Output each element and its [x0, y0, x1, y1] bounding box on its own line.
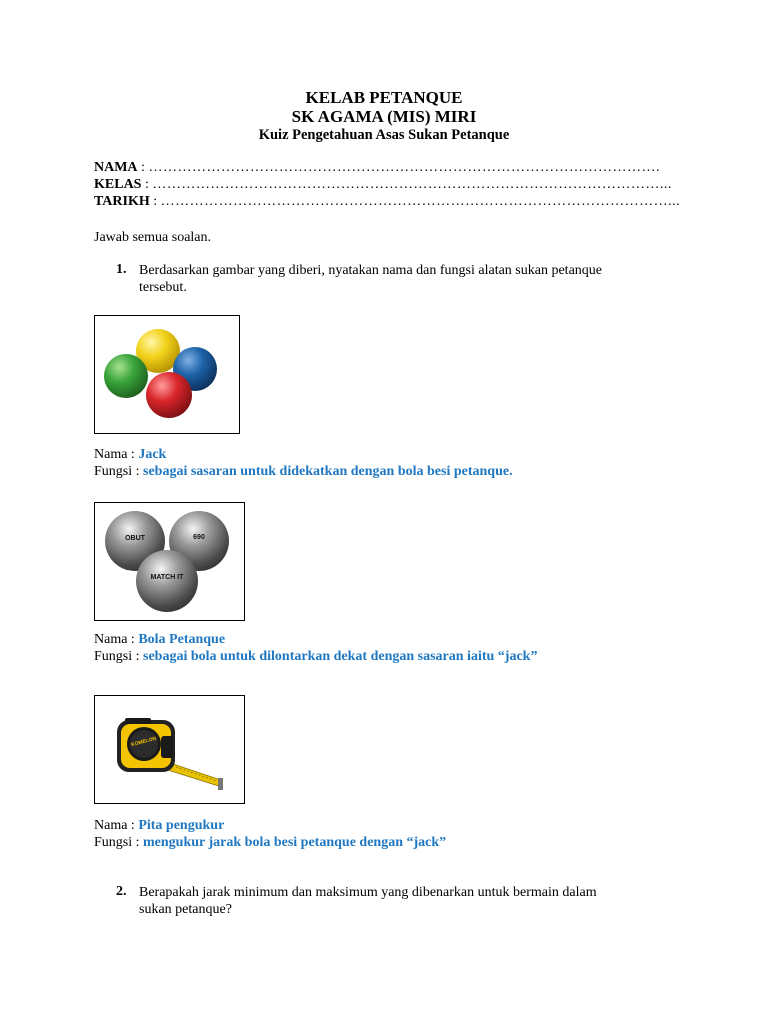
item-3-function: Fungsi : mengukur jarak bola besi petanque dengan “jack”: [94, 835, 447, 850]
item-2-name-answer: Bola Petanque: [138, 632, 226, 647]
colored-jack-balls-image: [94, 315, 240, 434]
name-label: NAMA: [94, 160, 138, 175]
instruction-text: Jawab semua soalan.: [94, 230, 212, 245]
ball-text-690: 690: [193, 534, 205, 541]
quiz-title: Kuiz Pengetahuan Asas Sukan Petanque: [258, 127, 510, 143]
class-label: KELAS: [94, 177, 142, 192]
item-3-function-answer: mengukur jarak bola besi petanque dengan “jack”: [143, 835, 447, 850]
name-field[interactable]: NAMA : …………………………………………………………………………………………….: [94, 160, 660, 175]
item-3-name: Nama : Pita pengukur: [94, 818, 225, 833]
date-field[interactable]: TARIKH : ……………………………………………………………………………………………...: [94, 194, 681, 209]
measuring-tape-image: [94, 695, 245, 804]
item-3-name-answer: Pita pengukur: [138, 818, 225, 833]
tape-hook-icon: [218, 778, 223, 790]
item-1-name-answer: Jack: [138, 447, 167, 462]
question-1-text-line2: tersebut.: [139, 280, 187, 295]
question-2-text-line1: Berapakah jarak minimum dan maksimum yang dibenarkan untuk bermain dalam: [139, 885, 597, 900]
item-2-function-answer: sebagai bola untuk dilontarkan dekat dengan sasaran iaitu “jack”: [143, 649, 538, 664]
school-title: SK AGAMA (MIS) MIRI: [291, 107, 477, 126]
name-dots: …………………………………………………………………………………………….: [148, 160, 660, 175]
steel-ball-bottom-icon: [136, 550, 198, 612]
red-ball-icon: [146, 372, 192, 418]
item-1-function-answer: sebagai sasaran untuk didekatkan dengan bola besi petanque.: [143, 464, 513, 479]
ball-text-match-it: MATCH IT: [150, 574, 184, 581]
tape-brand-text: KOMELON: [130, 735, 157, 749]
question-2-text-line2: sukan petanque?: [139, 902, 232, 917]
question-1-number: 1.: [116, 262, 127, 277]
date-label: TARIKH: [94, 194, 150, 209]
club-title: KELAB PETANQUE: [305, 88, 463, 107]
item-2-name: Nama : Bola Petanque: [94, 632, 226, 647]
class-field[interactable]: KELAS : ……………………………………………………………………………………………...: [94, 177, 672, 192]
item-1-function: Fungsi : sebagai sasaran untuk didekatkan dengan bola besi petanque.: [94, 464, 513, 479]
class-dots: ……………………………………………………………………………………………...: [152, 177, 672, 192]
question-1-text-line1: Berdasarkan gambar yang diberi, nyatakan nama dan fungsi alatan sukan petanque: [139, 263, 602, 278]
green-ball-icon: [104, 354, 148, 398]
steel-petanque-balls-image: [94, 502, 245, 621]
item-1-name: Nama : Jack: [94, 447, 167, 462]
item-2-function: Fungsi : sebagai bola untuk dilontarkan dekat dengan sasaran iaitu “jack”: [94, 649, 538, 664]
ball-text-obut: OBUT: [125, 535, 145, 542]
date-dots: ……………………………………………………………………………………………...: [160, 194, 681, 209]
question-2-number: 2.: [116, 884, 127, 899]
